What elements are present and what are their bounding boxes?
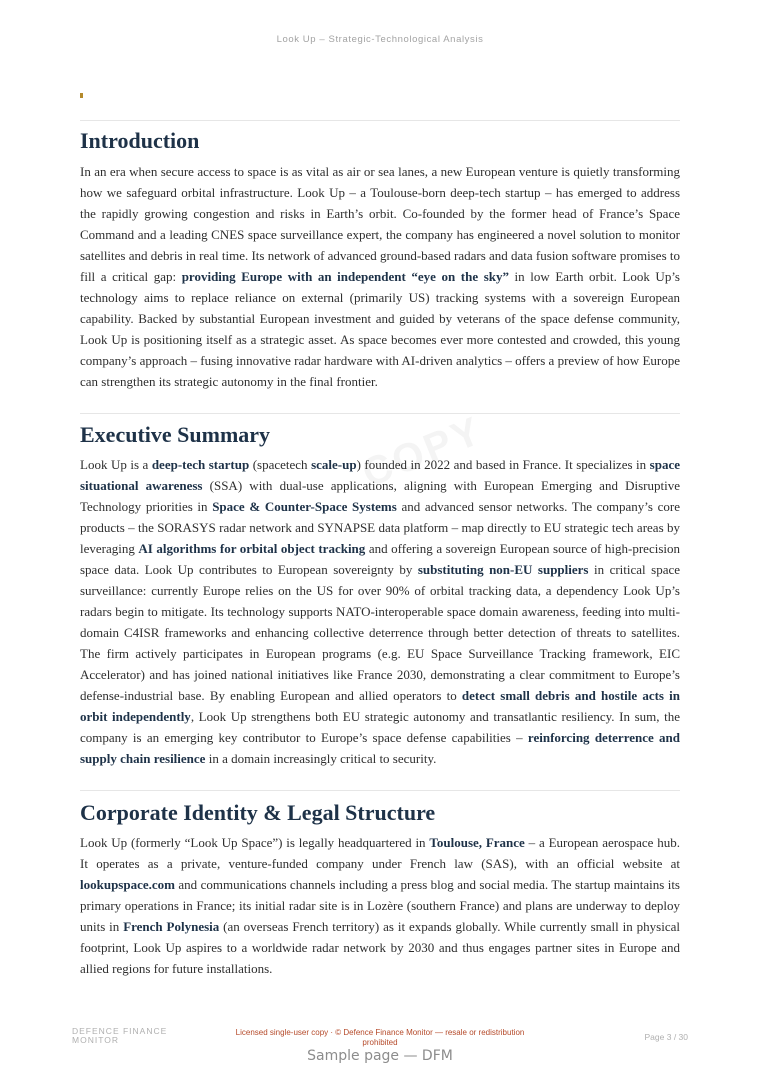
accent-mark xyxy=(80,93,83,98)
section-executive-summary xyxy=(80,413,680,769)
body-text: Look Up (formerly “Look Up Space”) is legally headquartered in xyxy=(80,835,430,850)
emphasis-text: substituting non-EU suppliers xyxy=(417,562,589,577)
emphasis-text: scale-up xyxy=(311,457,357,472)
section-paragraph xyxy=(80,832,680,979)
section-introduction xyxy=(80,120,680,392)
emphasis-text: reinforcing deterrence and supply chain resilience xyxy=(80,730,681,766)
sample-page-label: Sample page — DFM xyxy=(307,1048,453,1064)
emphasis-text: AI algorithms for orbital object tracking xyxy=(138,541,366,556)
section-heading: Introduction xyxy=(80,128,200,153)
footer-license: Licensed single-user copy · © Defence Finance Monitor — resale or redistribution prohibited xyxy=(235,1028,525,1047)
body-text: in critical space surveillance: currently Europe relies on the US for over 90% of orbital tracking data, a dependency Look Up’s radars begin to mitigate. Its technology supports NATO-interoperable space domain awareness, feeding into multi-domain C4ISR frameworks and enhancing collective deterrence through better detection of threats to satellites. The firm actively participates in European programs (e.g. EU Space Surveillance Tracking framework, EIC Accelerator) and has joined national initiatives like France 2030, demonstrating a clear commitment to Europe’s defense-industrial base. By enabling European and allied operators to xyxy=(80,562,681,703)
body-text: in low Earth orbit. Look Up’s technology aims to replace reliance on external (primarily US) tracking systems with a sovereign European capability. Backed by substantial European investment and guided by veterans of the space defense community, Look Up is positioning itself as a strategic asset. As space becomes ever more contested and crowded, this young company’s approach – fusing innovative radar hardware with AI-driven analytics – offers a preview of how Europe can strengthen its strategic autonomy in the final frontier. xyxy=(80,269,680,389)
emphasis-text: detect small debris and hostile acts in orbit independently xyxy=(80,688,680,724)
body-text: and offering a sovereign European source of high-precision space data. Look Up contributes to European sovereignty by xyxy=(80,541,680,577)
section-paragraph xyxy=(80,161,680,392)
document-body xyxy=(80,120,680,979)
section-corporate-identity xyxy=(80,790,680,979)
body-text: and communications channels including a press blog and social media. The startup maintains its primary operations in France; its initial radar site is in Lozère (southern France) and plans are underway to deploy units in xyxy=(80,877,680,934)
emphasis-text: deep-tech startup xyxy=(151,457,250,472)
body-text: In an era when secure access to space is as vital as air or sea lanes, a new European venture is quietly transforming how we safeguard orbital infrastructure. Look Up – a Toulouse-born deep-tech startup – has emerged to address the rapidly growing congestion and risks in Earth’s orbit. Co-founded by the former head of France’s Space Command and a leading CNES space surveillance expert, the company has engineered a novel solution to monitor satellites and debris in real time. Its network of advanced ground-based radars and data fusion software promises to fill a critical gap: xyxy=(80,164,680,284)
emphasis-text: Toulouse, France xyxy=(429,835,525,850)
emphasis-text: Space & Counter-Space Systems xyxy=(212,499,397,514)
footer-brand-line: DEFENCE FINANCE xyxy=(72,1026,168,1036)
body-text: ) founded in 2022 and based in France. It specializes in xyxy=(356,457,650,472)
body-text: and advanced sensor networks. The company’s core products – the SORASYS radar network and SYNAPSE data platform – map directly to EU strategic tech areas by leveraging xyxy=(80,499,680,556)
page-number: Page 3 / 30 xyxy=(644,1032,688,1042)
emphasis-text: providing Europe with an independent “eye on the sky” xyxy=(181,269,509,284)
running-header: Look Up – Strategic-Technological Analysis xyxy=(276,34,484,45)
body-text: , Look Up strengthens both EU strategic autonomy and transatlantic resiliency. In sum, the company is an emerging key contributor to Europe’s space defense capabilities – xyxy=(80,709,680,745)
body-text: (an overseas French territory) as it expands globally. While currently small in physical footprint, Look Up aspires to a worldwide radar network by 2030 and thus engages partner sites in Europe and allied regions for future installations. xyxy=(80,919,680,976)
footer-brand-line: MONITOR xyxy=(72,1035,119,1045)
section-heading: Executive Summary xyxy=(80,422,271,447)
body-text: in a domain increasingly critical to security. xyxy=(205,751,437,766)
body-text: (SSA) with dual-use applications, aligning with European Emerging and Disruptive Technology priorities in xyxy=(80,478,680,514)
body-text: Look Up is a xyxy=(80,457,152,472)
section-paragraph xyxy=(80,454,680,769)
body-text: (spacetech xyxy=(249,457,312,472)
section-heading: Corporate Identity & Legal Structure xyxy=(80,800,436,825)
emphasis-text: lookupspace.com xyxy=(80,877,175,892)
emphasis-text: French Polynesia xyxy=(123,919,220,934)
body-text: – a European aerospace hub. It operates as a private, venture-funded company under French law (SAS), with an official website at xyxy=(80,835,681,871)
footer-brand xyxy=(72,1027,167,1045)
emphasis-text: space situational awareness xyxy=(80,457,680,493)
